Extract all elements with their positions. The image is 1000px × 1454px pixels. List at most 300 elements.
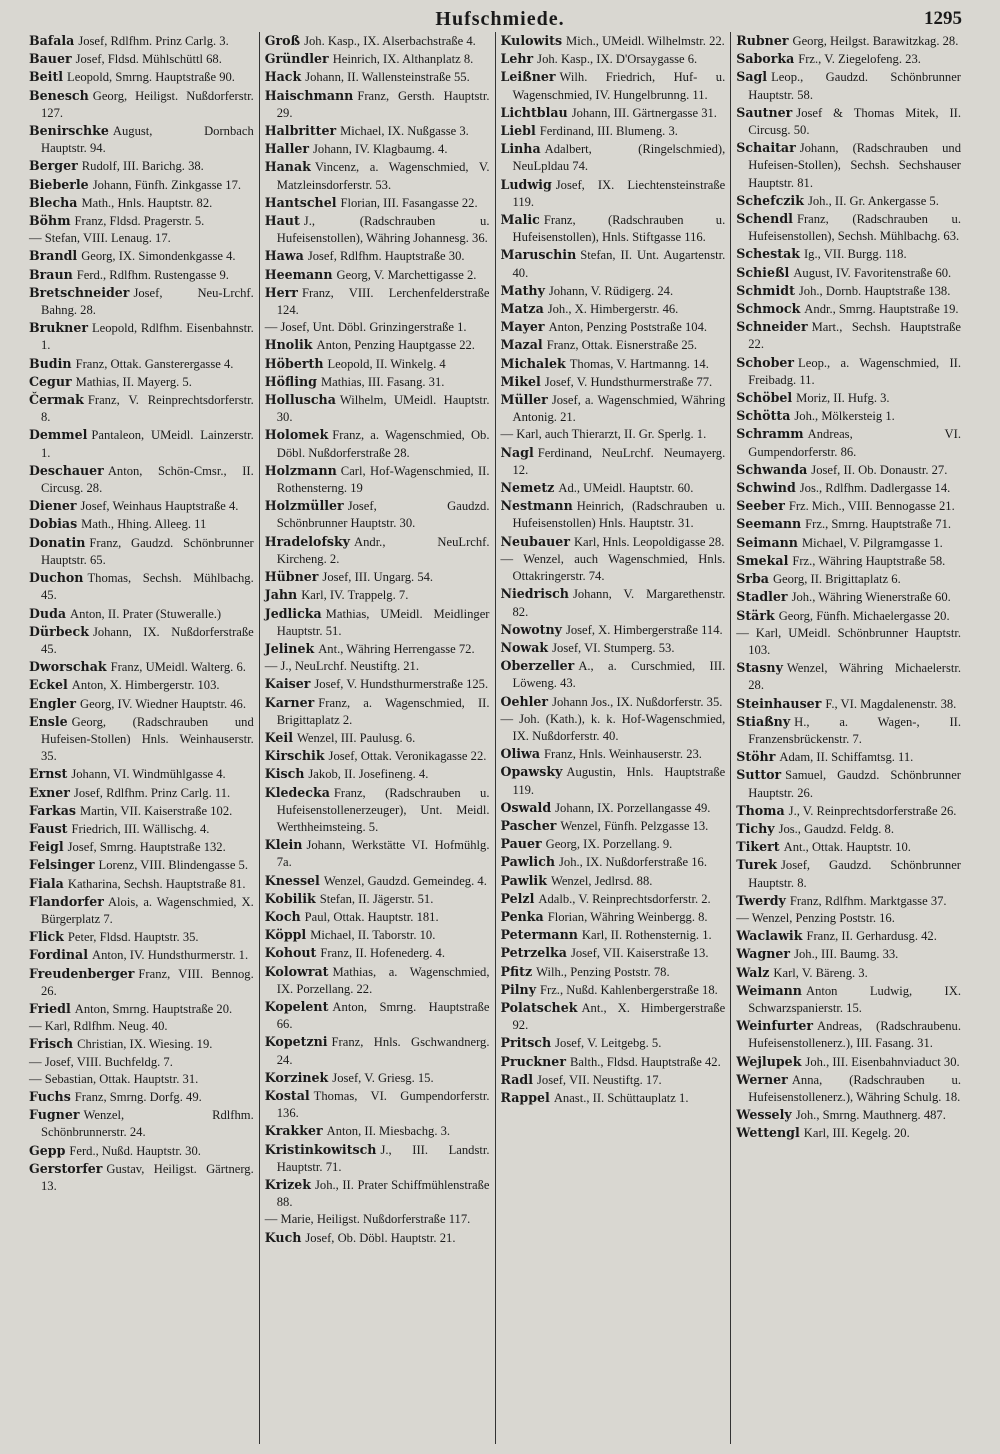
entry-name: Neubauer — [500, 533, 570, 549]
entry-details: Balth., Fldsd. Hauptstraße 42. — [569, 1054, 721, 1069]
entry-details: Franz, (Radschrauben u. Hufeisenstollen), Sechsh. Mühlbachg. 63. — [748, 212, 961, 244]
entry-details: Franz, Hnls. Weinhauserstr. 23. — [544, 747, 702, 762]
entry-name: Polatschek — [500, 999, 578, 1015]
entry-details: Georg, IX. Porzellang. 9. — [545, 837, 673, 852]
directory-entry — [265, 926, 490, 944]
entry-details: Stefan, II. Jägerstr. 51. — [319, 891, 434, 906]
entry-details: Franz, VIII. Lerchenfelderstraße 124. — [276, 285, 490, 318]
entry-details: Josef, Gaudzd. Schönbrunner Hauptstr. 30. — [276, 499, 490, 531]
entry-name: Schendl — [736, 211, 793, 227]
directory-column — [496, 32, 732, 1444]
entry-details: Franz, Ottak. Eisnerstraße 25. — [546, 338, 698, 353]
entry-details: Ferdinand, NeuLrchf. Neumayerg. 12. — [512, 445, 726, 477]
entry-details: Georg, V. Marchettigasse 2. — [336, 267, 477, 282]
entry-details: Stefan, II. Unt. Augartenstr. 40. — [512, 248, 726, 280]
entry-name: Kulowits — [500, 33, 563, 48]
entry-details: Franz, Hnls. Gschwandnerg. 24. — [276, 1035, 490, 1067]
directory-entry — [265, 391, 490, 426]
directory-entry — [736, 1071, 961, 1106]
directory-entry — [265, 765, 490, 783]
directory-entry — [265, 122, 490, 140]
directory-entry — [29, 802, 254, 820]
entry-details: Ant., Währing Herrengasse 72. — [318, 641, 475, 656]
entry-details: Josef, Rdlfhm. Hauptstraße 30. — [307, 249, 465, 264]
entry-name: Braun — [29, 266, 73, 282]
entry-name: Sautner — [736, 104, 793, 120]
entry-details: Franz, UMeidl. Walterg. 6. — [110, 660, 246, 675]
entry-name: Hanak — [264, 159, 311, 175]
entry-name: Flick — [29, 929, 64, 945]
directory-entry — [736, 425, 961, 460]
directory-entry — [501, 944, 726, 962]
entry-name: Petermann — [500, 927, 578, 943]
directory-entry — [501, 426, 726, 443]
directory-entry — [736, 748, 961, 766]
entry-name: Dobias — [29, 516, 78, 532]
directory-column — [731, 32, 966, 1444]
entry-name: Fugner — [29, 1107, 80, 1123]
entry-details: Leop., Gaudzd. Schönbrunner Hauptstr. 58. — [748, 70, 961, 102]
entry-details: Georg, Fünfh. Michaelergasse 20. — [778, 608, 950, 623]
entry-name: Wejlupek — [736, 1053, 802, 1069]
entry-details: August, Dornbach Hauptstr. 94. — [41, 124, 254, 156]
directory-entry — [265, 284, 490, 319]
entry-name: Nemetz — [500, 480, 555, 496]
directory-entry — [265, 640, 490, 658]
directory-entry — [29, 605, 254, 623]
entry-name: Schaitar — [736, 140, 796, 156]
directory-entry — [29, 946, 254, 964]
directory-entry — [265, 158, 490, 193]
entry-details: Friedrich, III. Wällischg. 4. — [71, 821, 210, 836]
directory-entry — [501, 981, 726, 999]
directory-entry — [29, 1160, 254, 1195]
entry-details: Josef, Ob. Döbl. Hauptstr. 21. — [305, 1230, 456, 1245]
entry-name: Schwind — [736, 480, 796, 496]
directory-entry — [29, 515, 254, 533]
directory-entry — [501, 391, 726, 426]
entry-details: Anton, Smrng. Hauptstraße 66. — [276, 999, 490, 1032]
entry-details: Frz., V. Ziegelofeng. 23. — [798, 52, 921, 67]
entry-details: Anton, Smrng. Hauptstraße 20. — [74, 1001, 233, 1016]
entry-details: Peter, Fldsd. Hauptstr. 35. — [67, 930, 199, 945]
directory-entry — [265, 908, 490, 926]
directory-entry — [265, 1176, 490, 1211]
directory-entry — [265, 658, 490, 675]
directory-entry — [736, 300, 961, 318]
entry-details: Joh. Kasp., IX. Alserbachstraße 4. — [304, 34, 476, 48]
entry-details: Josef, Fldsd. Mühlschüttl 68. — [75, 52, 222, 67]
entry-details: Franz, V. Reinprechtsdorferstr. 8. — [41, 393, 254, 425]
entry-name: Saborka — [736, 51, 795, 67]
entry-name: Holzmüller — [264, 498, 344, 514]
directory-entry — [501, 140, 726, 175]
directory-entry — [265, 1069, 490, 1087]
entry-name: Beitl — [29, 69, 64, 85]
entry-details: Anton, II. Prater (Stuweralle.) — [70, 606, 222, 621]
entry-name: Werner — [736, 1071, 788, 1087]
entry-details: Andreas, VI. Gumpendorferstr. 86. — [748, 427, 961, 459]
entry-details: Jakob, II. Josefineng. 4. — [308, 767, 429, 782]
entry-details: Jos., Gaudzd. Feldg. 8. — [778, 821, 894, 836]
entry-details: Franz, II. Hofenederg. 4. — [320, 946, 445, 961]
entry-details: Florian, III. Fasangasse 22. — [340, 195, 478, 210]
entry-details: Wenzel, III. Paulusg. 6. — [297, 730, 416, 745]
entry-name: Friedl — [29, 1000, 71, 1016]
entry-name: Knessel — [264, 872, 320, 888]
entry-name: Leißner — [500, 69, 556, 85]
entry-name: Benesch — [29, 87, 89, 103]
entry-name: Donatin — [29, 534, 86, 550]
directory-entry — [265, 373, 490, 391]
directory-entry — [29, 623, 254, 658]
directory-entry — [265, 944, 490, 962]
directory-entry — [501, 497, 726, 532]
directory-entry — [29, 50, 254, 68]
directory-entry — [265, 266, 490, 284]
entry-name: Matza — [500, 301, 544, 317]
entry-name: Dworschak — [29, 659, 107, 675]
entry-details: Johann, V. Rüdigerg. 24. — [548, 283, 674, 298]
directory-entry — [29, 426, 254, 461]
entry-details: Mathias, II. Mayerg. 5. — [75, 374, 192, 389]
entry-name: Kristinkowitsch — [264, 1141, 377, 1157]
entry-name: Liebl — [500, 123, 536, 139]
directory-entry — [29, 1088, 254, 1106]
entry-name: Kledecka — [264, 784, 330, 800]
directory-entry — [501, 355, 726, 373]
entry-name: Stadler — [736, 589, 788, 605]
entry-details: Carl, Hof-Wagenschmied, II. Rothensterng. 19 — [276, 463, 490, 496]
entry-details: Samuel, Gaudzd. Schönbrunner Hauptstr. 26. — [748, 768, 961, 800]
entry-details: Franz, Ottak. Gansterergasse 4. — [75, 356, 234, 371]
entry-name: Mazal — [500, 337, 543, 353]
entry-details: Katharina, Sechsh. Hauptstraße 81. — [67, 876, 246, 891]
entry-details: Adam, II. Schiffamtsg. 11. — [779, 750, 914, 765]
directory-entry — [736, 713, 961, 748]
entry-name: Krizek — [264, 1177, 312, 1192]
directory-entry — [736, 407, 961, 425]
directory-entry — [29, 247, 254, 265]
entry-name: Wagner — [736, 946, 791, 962]
entry-name: Pruckner — [500, 1053, 566, 1069]
entry-details: Michael, V. Pilgramgasse 1. — [801, 535, 943, 550]
entry-name: Benirschke — [29, 123, 109, 139]
entry-details: — Joh. (Kath.), k. k. Hof-Wagenschmied, IX. Nußdorferstr. 40. — [500, 711, 726, 743]
entry-name: Hack — [264, 69, 302, 85]
entry-details: Johann, IV. Klagbaumg. 4. — [313, 142, 448, 157]
entry-name: Tichy — [736, 820, 775, 836]
directory-entry — [29, 176, 254, 194]
entry-details: Vincenz, a. Wagenschmied, V. Matzleinsdorferstr. 53. — [276, 160, 490, 192]
directory-entry — [736, 766, 961, 801]
entry-details: — Karl, UMeidl. Schönbrunner Hauptstr. 103. — [736, 625, 961, 657]
page-number: 1295 — [924, 8, 962, 29]
entry-name: Kopelent — [264, 998, 329, 1014]
entry-name: Faust — [29, 820, 68, 836]
entry-name: Kisch — [264, 766, 305, 782]
entry-name: Berger — [29, 158, 78, 174]
entry-details: Thomas, VI. Gumpendorferstr. 136. — [276, 1088, 490, 1121]
directory-entry — [736, 139, 961, 192]
directory-entry — [736, 210, 961, 245]
entry-name: Ernst — [29, 766, 68, 782]
entry-details: Wenzel, Jedlrsd. 88. — [550, 873, 653, 888]
entry-details: — Josef, VIII. Buchfeldg. 7. — [29, 1054, 173, 1069]
entry-details: Christian, IX. Wiesing. 19. — [77, 1037, 213, 1052]
entry-details: Michael, II. Taborstr. 10. — [310, 928, 436, 943]
entry-details: Josef, VII. Kaiserstraße 13. — [570, 946, 709, 961]
entry-name: Nowak — [500, 639, 549, 655]
entry-name: Sagl — [736, 69, 768, 85]
entry-name: Kostal — [264, 1087, 310, 1103]
directory-entry — [501, 908, 726, 926]
entry-name: Dürbeck — [29, 623, 89, 639]
entry-name: Pelzl — [500, 890, 535, 906]
entry-details: Josef, V. Griesg. 15. — [332, 1070, 434, 1085]
entry-name: Keil — [264, 729, 293, 745]
directory-entry — [736, 245, 961, 263]
entry-name: Fuchs — [29, 1088, 71, 1104]
entry-details: Ferd., Nußd. Hauptstr. 30. — [69, 1143, 201, 1158]
directory-entry — [501, 1053, 726, 1071]
directory-entry — [265, 872, 490, 890]
entry-details: Joh., II. Gr. Ankergasse 5. — [807, 193, 939, 208]
directory-entry — [265, 426, 490, 461]
entry-name: Waclawik — [736, 928, 803, 944]
entry-name: Ludwig — [500, 176, 552, 192]
entry-name: Jelinek — [264, 640, 315, 656]
directory-entry — [501, 479, 726, 497]
directory-entry — [501, 763, 726, 798]
directory-entry — [29, 569, 254, 604]
entry-name: Lichtblau — [500, 104, 568, 120]
entry-details: Frz. Mich., VIII. Bennogasse 21. — [788, 499, 955, 514]
entry-name: Haller — [264, 141, 310, 157]
directory-entry — [265, 87, 490, 122]
directory-entry — [736, 1124, 961, 1142]
entry-details: J., V. Reinprechtsdorferstraße 26. — [788, 803, 957, 818]
entry-details: Adalbert, (Ringelschmied), NeuLpldau 74. — [512, 142, 726, 174]
directory-entry — [501, 817, 726, 835]
entry-name: Pfitz — [500, 963, 533, 979]
entry-details: Josef, Ottak. Veronikagasse 22. — [328, 749, 487, 764]
entry-name: Ensle — [29, 713, 68, 729]
entry-details: Franz, (Radschrauben u. Hufeisenstollenerzeuger), Unt. Meidl. Werthheimsteing. 5. — [276, 785, 490, 834]
entry-name: Petrzelka — [500, 945, 567, 961]
directory-entry — [265, 836, 490, 871]
directory-entry — [736, 910, 961, 927]
entry-name: Heemann — [264, 266, 333, 282]
entry-name: Malic — [500, 212, 540, 228]
directory-entry — [29, 68, 254, 86]
directory-entry — [265, 533, 490, 568]
entry-name: Walz — [736, 964, 770, 980]
entry-name: Maruschin — [500, 247, 577, 263]
entry-details: Georg, Heiligst. Nußdorferstr. 127. — [41, 88, 254, 120]
entry-details: Joh., Dornb. Hauptstraße 138. — [798, 283, 951, 298]
directory-entry — [29, 497, 254, 515]
entry-name: Blecha — [29, 194, 78, 210]
entry-name: Linha — [500, 141, 541, 157]
directory-entry — [29, 534, 254, 569]
directory-entry — [29, 875, 254, 893]
directory-entry — [265, 568, 490, 586]
directory-entry — [501, 318, 726, 336]
directory-entry — [736, 282, 961, 300]
entry-name: Hnolik — [264, 337, 313, 353]
entry-details: Wilh., Penzing Poststr. 78. — [536, 964, 670, 979]
directory-entry — [265, 1141, 490, 1176]
entry-name: Schwanda — [736, 461, 808, 477]
entry-details: Joh., X. Himbergerstr. 46. — [547, 302, 679, 317]
entry-name: Weinfurter — [736, 1018, 813, 1034]
directory-entry — [29, 32, 254, 50]
entry-details: Josef, III. Ungarg. 54. — [322, 570, 434, 585]
entry-name: Haut — [264, 213, 300, 229]
entry-name: Opawsky — [500, 764, 563, 780]
directory-entry — [265, 462, 490, 497]
entry-details: Heinrich, (Radschrauben u. Hufeisenstollen) Hnls. Hauptstr. 31. — [512, 499, 726, 531]
entry-name: Mikel — [500, 373, 541, 389]
entry-name: Jedlicka — [264, 605, 322, 621]
entry-name: Pascher — [500, 817, 557, 833]
directory-entry — [736, 534, 961, 552]
directory-entry — [501, 999, 726, 1034]
directory-entry — [265, 675, 490, 693]
directory-entry — [501, 533, 726, 551]
entry-details: Wilh. Friedrich, Huf- u. Wagenschmied, IV. Hungelbrunng. 11. — [512, 70, 726, 102]
entry-name: Gepp — [29, 1142, 66, 1158]
entry-name: Wessely — [736, 1107, 792, 1123]
entry-name: Kuch — [264, 1229, 302, 1245]
entry-name: Kaiser — [264, 676, 311, 692]
entry-name: Rappel — [500, 1089, 550, 1105]
entry-name: Oliwa — [500, 746, 541, 762]
entry-details: Wenzel, Fünfh. Pelzgasse 13. — [560, 818, 709, 833]
entry-details: F., VI. Magdalenenstr. 38. — [825, 696, 957, 711]
directory-entry — [265, 890, 490, 908]
entry-details: — J., NeuLrchf. Neustiftg. 21. — [264, 659, 419, 674]
entry-details: Josef, V. Hundsthurmerstraße 125. — [314, 677, 489, 692]
directory-entry — [265, 32, 490, 50]
entry-details: — Sebastian, Ottak. Hauptstr. 31. — [29, 1071, 199, 1086]
directory-entry — [265, 784, 490, 837]
directory-entry — [736, 497, 961, 515]
entry-details: Georg, (Radschrauben und Hufeisen-Stollen) Hnls. Weinhauserstr. 35. — [41, 714, 254, 764]
directory-entry — [265, 1087, 490, 1122]
directory-entry — [736, 552, 961, 570]
directory-entry — [736, 892, 961, 910]
entry-details: Augustin, Hnls. Hauptstraße 119. — [512, 765, 726, 797]
entry-name: Fordinal — [29, 947, 88, 963]
entry-name: Stärk — [736, 607, 775, 623]
directory-entry — [501, 890, 726, 908]
entry-name: Schötta — [736, 408, 791, 424]
entry-name: Gründler — [264, 51, 329, 67]
entry-name: Bretschneider — [29, 284, 130, 300]
directory-entry — [29, 765, 254, 783]
directory-entry — [265, 50, 490, 68]
entry-name: Flandorfer — [29, 893, 104, 909]
directory-entry — [265, 319, 490, 336]
directory-column — [24, 32, 260, 1444]
page-header — [0, 4, 1000, 34]
entry-name: Diener — [29, 498, 77, 514]
entry-name: Hradelofsky — [264, 533, 350, 549]
directory-columns — [24, 32, 966, 1444]
directory-entry — [501, 122, 726, 140]
entry-details: Franz, (Radschrauben u. Hufeisenstollen), Hnls. Stiftgasse 116. — [512, 213, 726, 245]
entry-name: Tikert — [736, 839, 780, 855]
directory-entry — [736, 695, 961, 713]
directory-entry — [29, 87, 254, 122]
directory-entry — [736, 318, 961, 353]
entry-details: J., (Radschrauben u. Hufeisenstollen), Währing Johannesg. 36. — [276, 214, 490, 246]
entry-name: Bauer — [29, 51, 72, 67]
entry-details: Joh., II. Prater Schiffmühlenstraße 88. — [276, 1178, 490, 1210]
entry-name: Thoma — [736, 802, 785, 818]
directory-entry — [265, 963, 490, 998]
directory-entry — [29, 391, 254, 426]
directory-entry — [265, 497, 490, 532]
directory-entry — [29, 266, 254, 284]
entry-details: Georg, II. Brigittaplatz 6. — [772, 572, 901, 587]
directory-entry — [501, 551, 726, 585]
entry-details: Heinrich, IX. Althanplatz 8. — [332, 52, 474, 67]
entry-name: Exner — [29, 784, 70, 800]
entry-details: Anton, IV. Hundsthurmerstr. 1. — [91, 948, 249, 963]
directory-entry — [29, 284, 254, 319]
directory-entry — [736, 68, 961, 103]
directory-entry — [736, 588, 961, 606]
entry-name: Schneider — [736, 319, 808, 335]
entry-details: Karl, IV. Trappelg. 7. — [301, 588, 409, 603]
directory-entry — [501, 639, 726, 657]
entry-details: Martin, VII. Kaiserstraße 102. — [80, 803, 233, 818]
entry-details: Rudolf, III. Barichg. 38. — [81, 159, 204, 174]
directory-entry — [736, 192, 961, 210]
entry-details: Florian, Währing Weinbergg. 8. — [547, 909, 708, 924]
entry-name: Cegur — [29, 373, 72, 389]
directory-entry — [501, 373, 726, 391]
entry-details: Johann Jos., IX. Nußdorferstr. 35. — [552, 694, 723, 709]
entry-name: Seeber — [736, 498, 785, 514]
entry-name: Demmel — [29, 427, 88, 443]
entry-details: — Wenzel, auch Wagenschmied, Hnls. Ottakringerstr. 74. — [500, 551, 726, 584]
entry-name: Halbritter — [264, 123, 337, 139]
entry-details: J., III. Landstr. Hauptstr. 71. — [276, 1142, 490, 1174]
entry-details: Wilhelm, UMeidl. Hauptstr. 30. — [276, 393, 490, 425]
entry-details: Josef, VII. Neustiftg. 17. — [537, 1072, 662, 1087]
entry-details: Josef, V. Hundsthurmerstraße 77. — [544, 374, 713, 389]
directory-entry — [501, 693, 726, 711]
entry-details: Franz, Gersth. Hauptstr. 29. — [276, 88, 490, 120]
entry-details: Franz, Gaudzd. Schönbrunner Hauptstr. 65. — [41, 535, 254, 567]
directory-entry — [501, 176, 726, 211]
directory-entry — [29, 462, 254, 497]
entry-details: Wenzel, Währing Michaelerstr. 28. — [748, 661, 961, 693]
directory-entry — [736, 461, 961, 479]
directory-entry — [29, 676, 254, 694]
entry-name: Klein — [264, 837, 303, 853]
directory-entry — [29, 355, 254, 373]
entry-details: Josef, VI. Stumperg. 53. — [552, 640, 675, 655]
directory-entry — [501, 585, 726, 620]
entry-details: Ant., X. Himbergerstraße 92. — [512, 1000, 726, 1033]
directory-entry — [736, 389, 961, 407]
entry-name: Steinhauser — [736, 695, 822, 711]
